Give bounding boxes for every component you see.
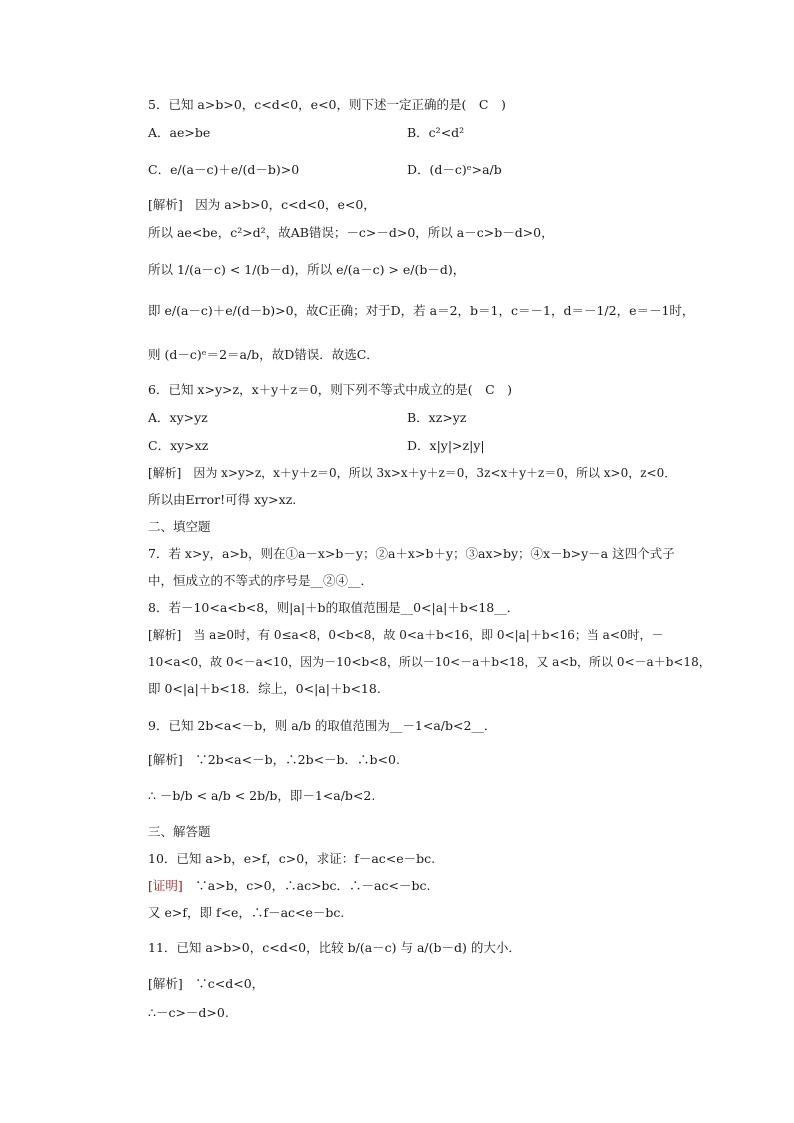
problem-10-proof-line-1 [148, 878, 430, 894]
problem-6-analysis-line-2: 所以由Error!可得 xy>xz. [148, 492, 297, 507]
problem-9-analysis-line-1: [解析] ∵2b<a<－b，∴2b<－b．∴b<0. [148, 752, 400, 767]
problem-5-analysis-line-1: [解析] 因为 a>b>0，c<d<0，e<0， [148, 197, 376, 212]
problem-8-analysis-line-1: [解析] 当 a≥0时，有 0≤a<8，0<b<8，故 0<a＋b<16，即 0<|a|＋b<16；当 a<0时，－ [148, 628, 664, 642]
problem-8-analysis-line-3: 即 0<|a|＋b<18．综上，0<|a|＋b<18. [148, 681, 381, 696]
problem-6-option-a: A．xy>yz [148, 410, 208, 425]
problem-6-option-d: D．x|y|>z|y| [407, 438, 485, 453]
problem-5-option-c: C．e/(a－c)＋e/(d－b)>0 [148, 162, 300, 177]
problem-9-analysis-line-2: ∴ －b/b < a/b < 2b/b，即－1<a/b<2. [148, 788, 376, 803]
problem-5-analysis-line-3: 所以 1/(a－c) < 1/(b－d)，所以 e/(a－c) > e/(b－d)， [148, 262, 466, 277]
problem-8-question: 8．若－10<a<b<8，则|a|＋b的取值范围是__0<|a|＋b<18__． [148, 600, 520, 615]
problem-6-option-c: C．xy>xz [148, 438, 209, 453]
section-heading-fill-in: 二、填空题 [148, 519, 211, 534]
problem-5-analysis-line-2: 所以 ae<be，c²>d²，故AB错误；－c>－d>0，所以 a－c>b－d>0， [148, 225, 554, 240]
problem-7-line-2: 中，恒成立的不等式的序号是__②④__． [148, 573, 374, 588]
problem-7-line-1: 7．若 x>y，a>b，则在①a－x>b－y；②a＋x>b＋y；③ax>by；④x－b>y－a 这四个式子 [148, 546, 675, 561]
problem-5-option-b: B．c²<d² [407, 125, 465, 140]
problem-5-analysis-line-5: 则 (d－c)ᵉ＝2＝a/b，故D错误．故选C． [148, 347, 379, 362]
problem-11-question: 11．已知 a>b>0，c<d<0，比较 b/(a－c) 与 a/(b－d) 的大小． [148, 940, 521, 955]
section-heading-answer: 三、解答题 [148, 824, 211, 839]
problem-6-option-b: B．xz>yz [407, 410, 467, 425]
problem-9-question: 9．已知 2b<a<－b，则 a/b 的取值范围为__－1<a/b<2__． [148, 718, 497, 733]
problem-5-option-d: D．(d－c)ᵉ>a/b [407, 162, 502, 177]
problem-6-analysis-line-1: [解析] 因为 x>y>z，x＋y＋z＝0，所以 3x>x＋y＋z＝0，3z<x＋y＋z＝0，所以 x>0，z<0． [148, 466, 677, 480]
problem-11-analysis-line-1: [解析] ∵c<d<0， [148, 976, 265, 991]
problem-5-analysis-line-4: 即 e/(a－c)＋e/(d－b)>0，故C正确；对于D，若 a＝2，b＝1，c＝－1，d＝－1/2，e＝－1时， [148, 303, 695, 318]
problem-10-proof-line-2: 又 e>f，即 f<e，∴f－ac<e－bc. [148, 905, 345, 920]
proof-tag: [证明] [148, 878, 183, 893]
problem-11-analysis-line-2: ∴－c>－d>0. [148, 1005, 229, 1020]
problem-6-question: 6．已知 x>y>z，x＋y＋z＝0，则下列不等式中成立的是( C ) [148, 382, 513, 397]
problem-5-question: 5．已知 a>b>0，c<d<0，e<0，则下述一定正确的是( C ) [148, 97, 506, 112]
proof-text: ∵a>b，c>0，∴ac>bc．∴－ac<－bc. [182, 878, 431, 893]
problem-10-question: 10．已知 a>b，e>f，c>0，求证：f－ac<e－bc. [148, 851, 436, 866]
problem-5-option-a: A．ae>be [148, 125, 211, 140]
problem-8-analysis-line-2: 10<a<0，故 0<－a<10，因为－10<b<8，所以－10<－a＋b<18，又 a<b，所以 0<－a＋b<18， [148, 655, 711, 669]
